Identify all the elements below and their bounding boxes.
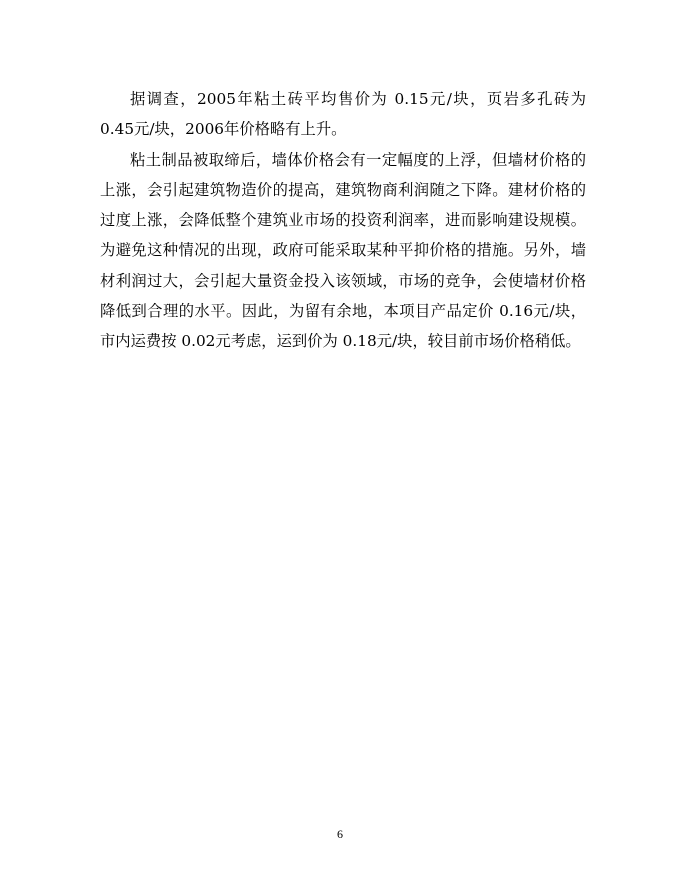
paragraph-pricing-analysis: 粘土制品被取缔后，墙体价格会有一定幅度的上浮，但墙材价格的上涨，会引起建筑物造价的提高，建筑物商利润随之下降。建材价格的过度上涨，会降低整个建筑业市场的投资利润率，进而影响建设规模。为避免这种情况的出现，政府可能采取某种平抑价格的措施。另外，墙材利润过大，会引起大量资金投入该领域，市场的竞争，会使墙材价格降低到合理的水平。因此，为留有余地，本项目产品定价 0.16元/块，市内运费按 0.02元考虑，运到价为 0.18元/块，较目前市场价格稍低。: [100, 150, 586, 351]
page-number: 6: [337, 827, 343, 841]
paragraph-survey-prices: 据调查，2005年粘土砖平均售价为 0.15元/块，页岩多孔砖为 0.45元/块，2006年价格略有上升。: [100, 90, 586, 139]
body-text: [100, 84, 586, 357]
